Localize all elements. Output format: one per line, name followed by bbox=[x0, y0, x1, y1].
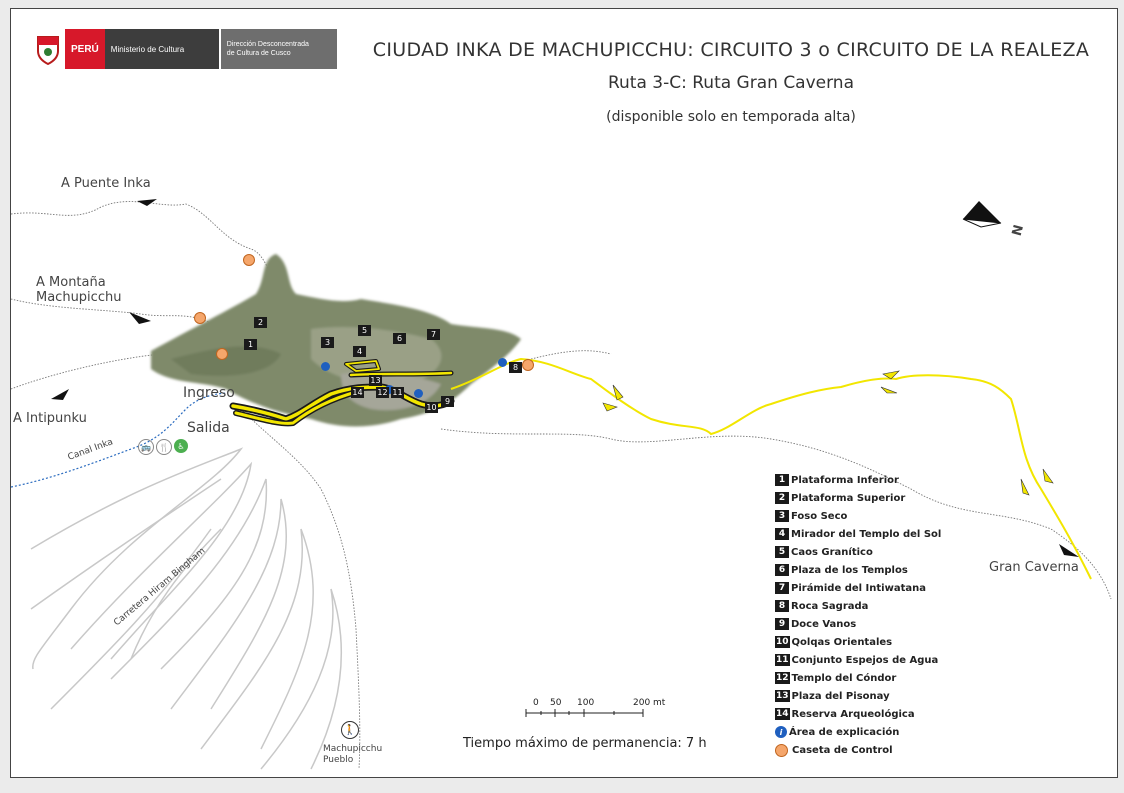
info-icon bbox=[321, 362, 330, 371]
legend-number: 10 bbox=[776, 637, 789, 647]
control-booth-icon bbox=[775, 744, 788, 757]
legend-number: 6 bbox=[775, 564, 789, 576]
legend-number: 8 bbox=[775, 600, 789, 612]
legend-number: 12 bbox=[776, 673, 789, 683]
label-ingreso: Ingreso bbox=[183, 385, 235, 401]
dotted-trails bbox=[11, 202, 1111, 769]
site-marker-8: 8 bbox=[509, 362, 522, 373]
site-marker-7: 7 bbox=[427, 329, 440, 340]
legend-item bbox=[775, 633, 941, 651]
logo-directorate-line2: de Cultura de Cusco bbox=[226, 50, 291, 57]
legend-number: 1 bbox=[775, 474, 789, 486]
legend-item bbox=[775, 489, 941, 507]
ministry-logo bbox=[31, 29, 337, 69]
legend-item bbox=[775, 579, 941, 597]
service-icons bbox=[138, 439, 188, 455]
label-canal-inka: Canal Inka bbox=[66, 437, 115, 463]
label-salida: Salida bbox=[187, 420, 230, 436]
site-marker-12: 12 bbox=[377, 388, 388, 397]
hiker-icon: 🚶 bbox=[341, 721, 359, 739]
route-subtitle: Ruta 3-C: Ruta Gran Caverna bbox=[607, 73, 855, 93]
legend-number: 14 bbox=[776, 709, 789, 719]
legend-number: 3 bbox=[775, 510, 789, 522]
legend-item bbox=[775, 471, 941, 489]
site-marker-9: 9 bbox=[441, 396, 454, 407]
yellow-arrow-icon bbox=[881, 387, 897, 393]
label-montana bbox=[36, 275, 121, 305]
legend-item bbox=[775, 525, 941, 543]
scale-bar bbox=[526, 709, 643, 717]
north-arrow-icon bbox=[963, 201, 1001, 227]
trail-gran-caverna bbox=[451, 359, 1091, 579]
control-booth-icon bbox=[194, 312, 206, 324]
legend-info-label: Área de explicación bbox=[789, 726, 900, 738]
legend-item bbox=[775, 705, 941, 723]
max-stay-time: Tiempo máximo de permanencia: 7 h bbox=[463, 736, 707, 751]
site-marker-13: 13 bbox=[370, 376, 381, 385]
arrow-intipunku-icon bbox=[51, 389, 69, 400]
legend-number: 9 bbox=[775, 618, 789, 630]
legend-label: Qolqas Orientales bbox=[791, 636, 893, 648]
legend-label: Caos Granítico bbox=[791, 546, 873, 558]
terrain-contours bbox=[31, 449, 341, 769]
scale-tick-label: 0 bbox=[533, 698, 539, 708]
label-montana-line2: Machupicchu bbox=[36, 290, 122, 305]
logo-country: PERÚ bbox=[65, 29, 105, 69]
legend-label: Plataforma Inferior bbox=[791, 474, 899, 486]
legend-label: Pirámide del Intiwatana bbox=[791, 582, 926, 594]
legend-label: Conjunto Espejos de Agua bbox=[791, 654, 939, 666]
legend-label: Templo del Cóndor bbox=[791, 672, 897, 684]
legend-item bbox=[775, 561, 941, 579]
site-marker-11: 11 bbox=[392, 388, 403, 397]
peru-shield-icon bbox=[31, 29, 65, 69]
label-pueblo bbox=[323, 744, 382, 766]
scale-tick-label: 50 bbox=[550, 698, 562, 708]
legend-label: Doce Vanos bbox=[791, 618, 857, 630]
legend-item bbox=[775, 597, 941, 615]
restaurant-icon: 🍴 bbox=[156, 439, 172, 455]
arrow-puente-inka-icon bbox=[137, 199, 157, 206]
label-gran-caverna: Gran Caverna bbox=[989, 560, 1079, 575]
label-pueblo-line1: Machupicchu bbox=[323, 744, 383, 754]
legend-label: Plataforma Superior bbox=[791, 492, 906, 504]
legend-label: Roca Sagrada bbox=[791, 600, 869, 612]
yellow-arrow-icon bbox=[1021, 479, 1029, 495]
control-booth-icon bbox=[243, 254, 255, 266]
legend-label: Mirador del Templo del Sol bbox=[791, 528, 942, 540]
legend-number: 4 bbox=[775, 528, 789, 540]
label-puente-inka: A Puente Inka bbox=[61, 176, 151, 191]
site-marker-4: 4 bbox=[353, 346, 366, 357]
info-icon: i bbox=[775, 726, 787, 738]
control-booth-icon bbox=[522, 359, 534, 371]
scale-tick-label: 100 bbox=[577, 698, 595, 708]
site-marker-14: 14 bbox=[352, 388, 363, 397]
legend-control-item bbox=[775, 741, 941, 759]
legend-item bbox=[775, 615, 941, 633]
legend-item bbox=[775, 651, 941, 669]
logo-directorate bbox=[221, 29, 337, 69]
site-marker-2: 2 bbox=[254, 317, 267, 328]
legend-number: 13 bbox=[776, 691, 789, 701]
logo-directorate-line1: Dirección Desconcentrada bbox=[226, 41, 309, 48]
yellow-arrow-icon bbox=[603, 403, 617, 411]
legend-item bbox=[775, 669, 941, 687]
site-marker-6: 6 bbox=[393, 333, 406, 344]
legend-info-item bbox=[775, 723, 941, 741]
legend-item bbox=[775, 507, 941, 525]
legend-list bbox=[775, 471, 941, 723]
legend-number: 5 bbox=[775, 546, 789, 558]
control-booth-icon bbox=[216, 348, 228, 360]
season-note: (disponible solo en temporada alta) bbox=[606, 109, 856, 125]
yellow-arrow-icon bbox=[1043, 469, 1053, 483]
map-sheet bbox=[10, 8, 1118, 778]
legend-number: 7 bbox=[775, 582, 789, 594]
canal-inka-line bbox=[11, 393, 226, 487]
legend-label: Foso Seco bbox=[791, 510, 848, 522]
page-title: CIUDAD INKA DE MACHUPICCHU: CIRCUITO 3 o CIRCUITO DE LA REALEZA bbox=[372, 39, 1090, 61]
legend-item bbox=[775, 543, 941, 561]
legend bbox=[775, 471, 941, 759]
legend-number: 2 bbox=[775, 492, 789, 504]
logo-ministry: Ministerio de Cultura bbox=[105, 29, 219, 69]
legend-label: Reserva Arqueológica bbox=[791, 708, 915, 720]
bus-icon: 🚌 bbox=[138, 439, 154, 455]
yellow-arrow-icon bbox=[613, 385, 623, 400]
restroom-icon: ♿ bbox=[174, 439, 188, 453]
info-icon bbox=[498, 358, 507, 367]
scale-tick-label: 200 mt bbox=[633, 698, 666, 708]
info-icon bbox=[414, 389, 423, 398]
site-marker-3: 3 bbox=[321, 337, 334, 348]
legend-number: 11 bbox=[776, 655, 789, 665]
north-label: N bbox=[1009, 223, 1028, 238]
legend-label: Plaza del Pisonay bbox=[791, 690, 890, 702]
label-pueblo-line2: Pueblo bbox=[323, 755, 354, 765]
site-marker-10: 10 bbox=[426, 403, 437, 412]
site-marker-1: 1 bbox=[244, 339, 257, 350]
label-montana-line1: A Montaña bbox=[36, 275, 106, 290]
legend-label: Plaza de los Templos bbox=[791, 564, 908, 576]
label-carretera: Carretera Hiram Bingham bbox=[112, 546, 208, 629]
site-marker-5: 5 bbox=[358, 325, 371, 336]
legend-item bbox=[775, 687, 941, 705]
legend-control-label: Caseta de Control bbox=[792, 744, 893, 756]
label-intipunku: A Intipunku bbox=[13, 411, 87, 426]
